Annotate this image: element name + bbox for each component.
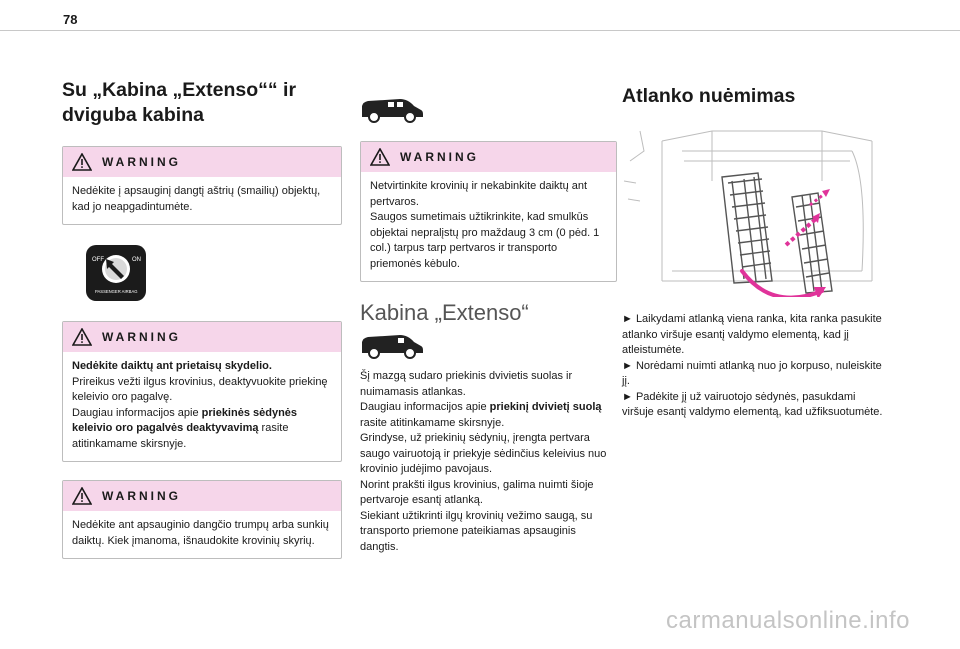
text: Daugiau informacijos apie [72, 406, 202, 419]
instruction-step: ► Norėdami nuimti atlanką nuo jo korpuso, nuleiskite jį. [622, 359, 882, 387]
warning-text-ref [72, 406, 332, 453]
warning-text: Nedėkite į apsauginį dangtį aštrių (smailių) objektų, kad jo neapgadintumėte. [72, 185, 321, 213]
watermark: carmanualsonline.info [666, 607, 910, 634]
warning-text: Prireikus vežti ilgus krovinius, deaktyvuokite priekinę keleivio oro pagalvę. [72, 375, 328, 403]
paragraph [360, 400, 617, 431]
van-extenso-icon [360, 332, 424, 360]
right-column [622, 84, 884, 421]
warning-label: WARNING [102, 330, 181, 344]
paragraph: Norint prakšti ilgus krovinius, galima nuimti šioje pertvaroje esantį atlanką. [360, 478, 594, 506]
instruction-step: ► Laikydami atlanką viena ranka, kita ranka pasukite atlanko viršuje esantį valdymo elementą, kad jį atleistumėte. [622, 313, 882, 356]
warning-header [63, 147, 341, 177]
middle-column [360, 96, 617, 555]
page-number: 78 [63, 12, 78, 27]
text: rasite atitinkamame skirsnyje. [360, 416, 505, 429]
warning-header [361, 142, 616, 172]
warning-box-2 [62, 321, 342, 462]
double-cab-van-icon [360, 96, 424, 124]
warning-label: WARNING [102, 489, 181, 503]
left-column [62, 78, 342, 559]
warning-box-3 [62, 480, 342, 559]
section-title-line2: dviguba kabina [62, 104, 204, 126]
warning-label: WARNING [102, 155, 181, 169]
warning-triangle-icon [72, 487, 92, 505]
warning-triangle-icon [72, 328, 92, 346]
bold-ref: priekinės sėdynės keleivio oro pagalvės deaktyvavimą [72, 406, 298, 434]
text: Daugiau informacijos apie [360, 401, 490, 413]
warning-text: Netvirtinkite krovinių ir nekabinkite daiktų ant pertvaros. [370, 180, 588, 208]
instruction-list [622, 312, 884, 421]
bold-ref: priekinį dvivietį suolą [489, 401, 602, 413]
paragraph: Grindyse, už priekinių sėdynių, įrengta pertvara saugo vairuotoją ir priekyje sėdinčius keleivius nuo krovinio judėjimo pavojaus. [360, 432, 607, 475]
passenger-airbag-switch-icon [62, 243, 150, 303]
paragraph: Šį mazgą sudaro priekinis dvivietis suolas ir nuimamasis atlankas. [360, 370, 573, 398]
warning-box-middle [360, 141, 617, 282]
body-text [360, 369, 617, 555]
warning-text: Saugos sumetimais užtikrinkite, kad smulkūs objektai nepralįstų pro maždaug 3 cm (0 pėd. 1 col.) tarpus tarp pertvaros ir transporto priemonės kėbulo. [370, 211, 600, 270]
text: rasite atitinkamame skirsnyje. [72, 422, 289, 450]
warning-triangle-icon [72, 153, 92, 171]
section-title [62, 78, 342, 128]
warning-label: WARNING [400, 150, 479, 164]
airbag-off-label: OFF [92, 257, 104, 263]
header-divider [0, 30, 960, 31]
instruction-step: ► Padėkite jį už vairuotojo sėdynės, pasukdami viršuje esantį valdymo elementą, kad užfiksuotumėte. [622, 390, 883, 418]
subsection-title: Kabina „Extenso“ [360, 300, 529, 325]
warning-heading: Nedėkite daiktų ant prietaisų skydelio. [72, 360, 272, 372]
warning-text: Nedėkite ant apsauginio dangčio trumpų arba sunkių daiktų. Kiek įmanoma, išnaudokite krovinių skyrių. [72, 519, 329, 547]
partition-removal-illustration [622, 121, 884, 297]
section-title: Atlanko nuėmimas [622, 85, 796, 107]
warning-header [63, 322, 341, 352]
airbag-on-label: ON [132, 257, 141, 263]
paragraph: Siekiant užtikrinti ilgų krovinių vežimo saugą, su transporto priemone pateikiamas apsauginis dangtis. [360, 509, 593, 553]
airbag-caption: PASSENGER AIRBAG [95, 289, 138, 294]
section-title-line1: Su „Kabina „Extenso““ ir [62, 79, 297, 101]
warning-triangle-icon [370, 148, 390, 166]
warning-box-1 [62, 146, 342, 225]
warning-header [63, 481, 341, 511]
